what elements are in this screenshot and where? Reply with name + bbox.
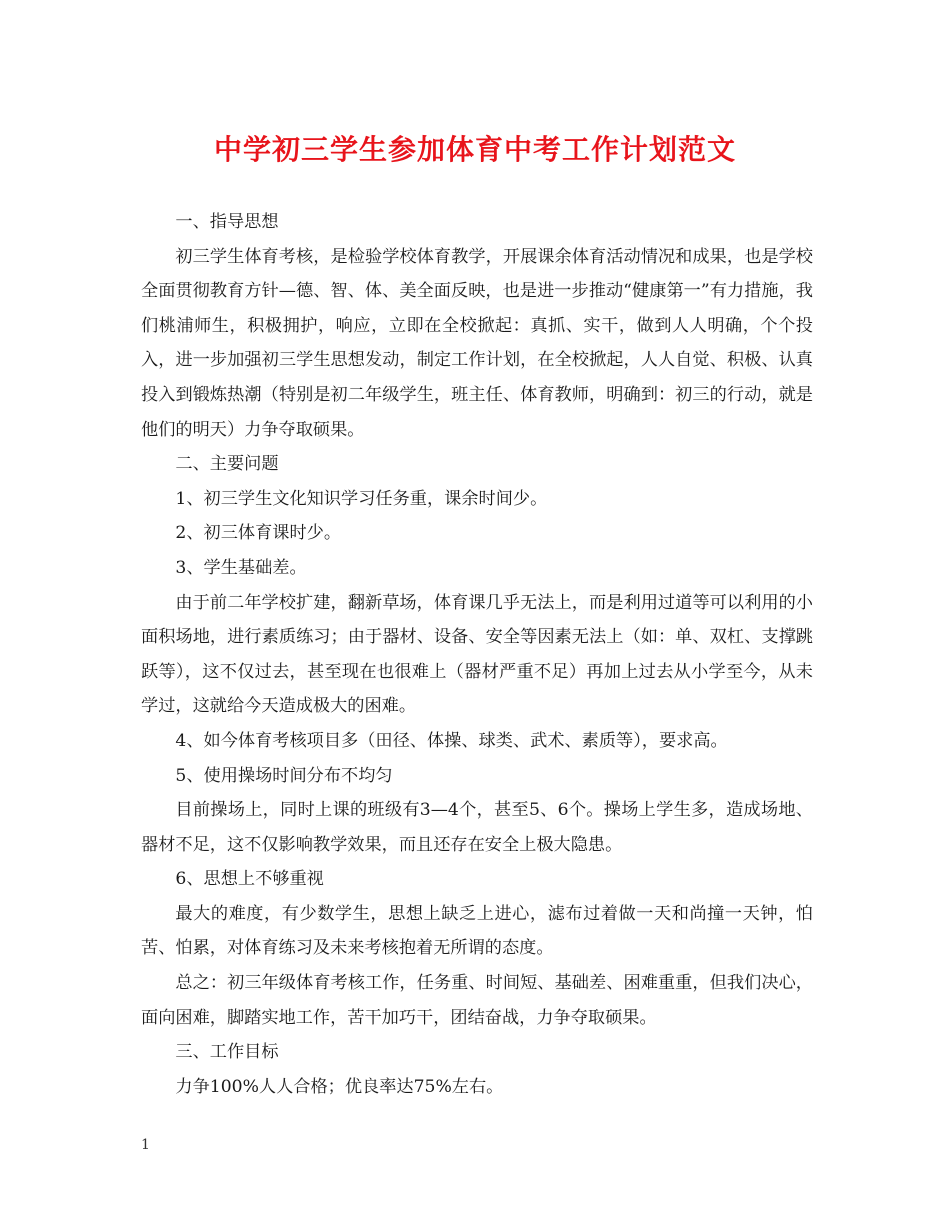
- document-title: 中学初三学生参加体育中考工作计划范文: [213, 133, 736, 166]
- paragraph: 初三学生体育考核，是检验学校体育教学，开展课余体育活动情况和成果，也是学校全面贯彻教育方针—德、智、体、美全面反映，也是进一步推动“健康第一”有力措施，我们桃浦师生，积极拥护，响应，立即在全校掀起：真抓、实干，做到人人明确，个个投入，进一步加强初三学生思想发动，制定工作计划，在全校掀起，人人自觉、积极、认真投入到锻炼热潮（特别是初二年级学生，班主任、体育教师，明确到：初三的行动，就是他们的明天）力争夺取硕果。: [141, 246, 813, 440]
- list-item: 2、初三体育课时少。: [175, 523, 342, 544]
- heading-main-problems: 二、主要问题: [175, 454, 279, 475]
- list-item: 3、学生基础差。: [175, 557, 307, 578]
- list-item: 4、如今体育考核项目多（田径、体操、球类、武术、素质等），要求高。: [175, 730, 728, 751]
- heading-work-goals: 三、工作目标: [175, 1042, 279, 1063]
- paragraph: 目前操场上，同时上课的班级有3—4个，甚至5、6个。操场上学生多，造成场地、器材不足，这不仅影响教学效果，而且还存在安全上极大隐患。: [141, 800, 813, 855]
- document-body: [141, 205, 813, 1104]
- list-item: 1、初三学生文化知识学习任务重，课余时间少。: [175, 488, 548, 509]
- list-item: 5、使用操场时间分布不均匀: [175, 765, 393, 786]
- paragraph: 力争100%人人合格；优良率达75%左右。: [175, 1076, 504, 1097]
- list-item: 6、思想上不够重视: [175, 869, 324, 890]
- paragraph: 最大的难度，有少数学生，思想上缺乏上进心，滤布过着做一天和尚撞一天钟，怕苦、怕累，对体育练习及未来考核抱着无所谓的态度。: [141, 903, 813, 959]
- paragraph: 总之：初三年级体育考核工作，任务重、时间短、基础差、困难重重，但我们决心，面向困难，脚踏实地工作，苦干加巧干，团结奋战，力争夺取硕果。: [141, 973, 813, 1028]
- heading-guiding-thought: 一、指导思想: [175, 212, 279, 232]
- page-number: 1: [141, 1137, 150, 1153]
- paragraph: 由于前二年学校扩建，翻新草场，体育课几乎无法上，而是利用过道等可以利用的小面积场地，进行素质练习；由于器材、设备、安全等因素无法上（如：单、双杠、支撑跳跃等），这不仅过去，甚至现在也很难上（器材严重不足）再加上过去从小学至今，从未学过，这就给今天造成极大的困难。: [141, 592, 813, 717]
